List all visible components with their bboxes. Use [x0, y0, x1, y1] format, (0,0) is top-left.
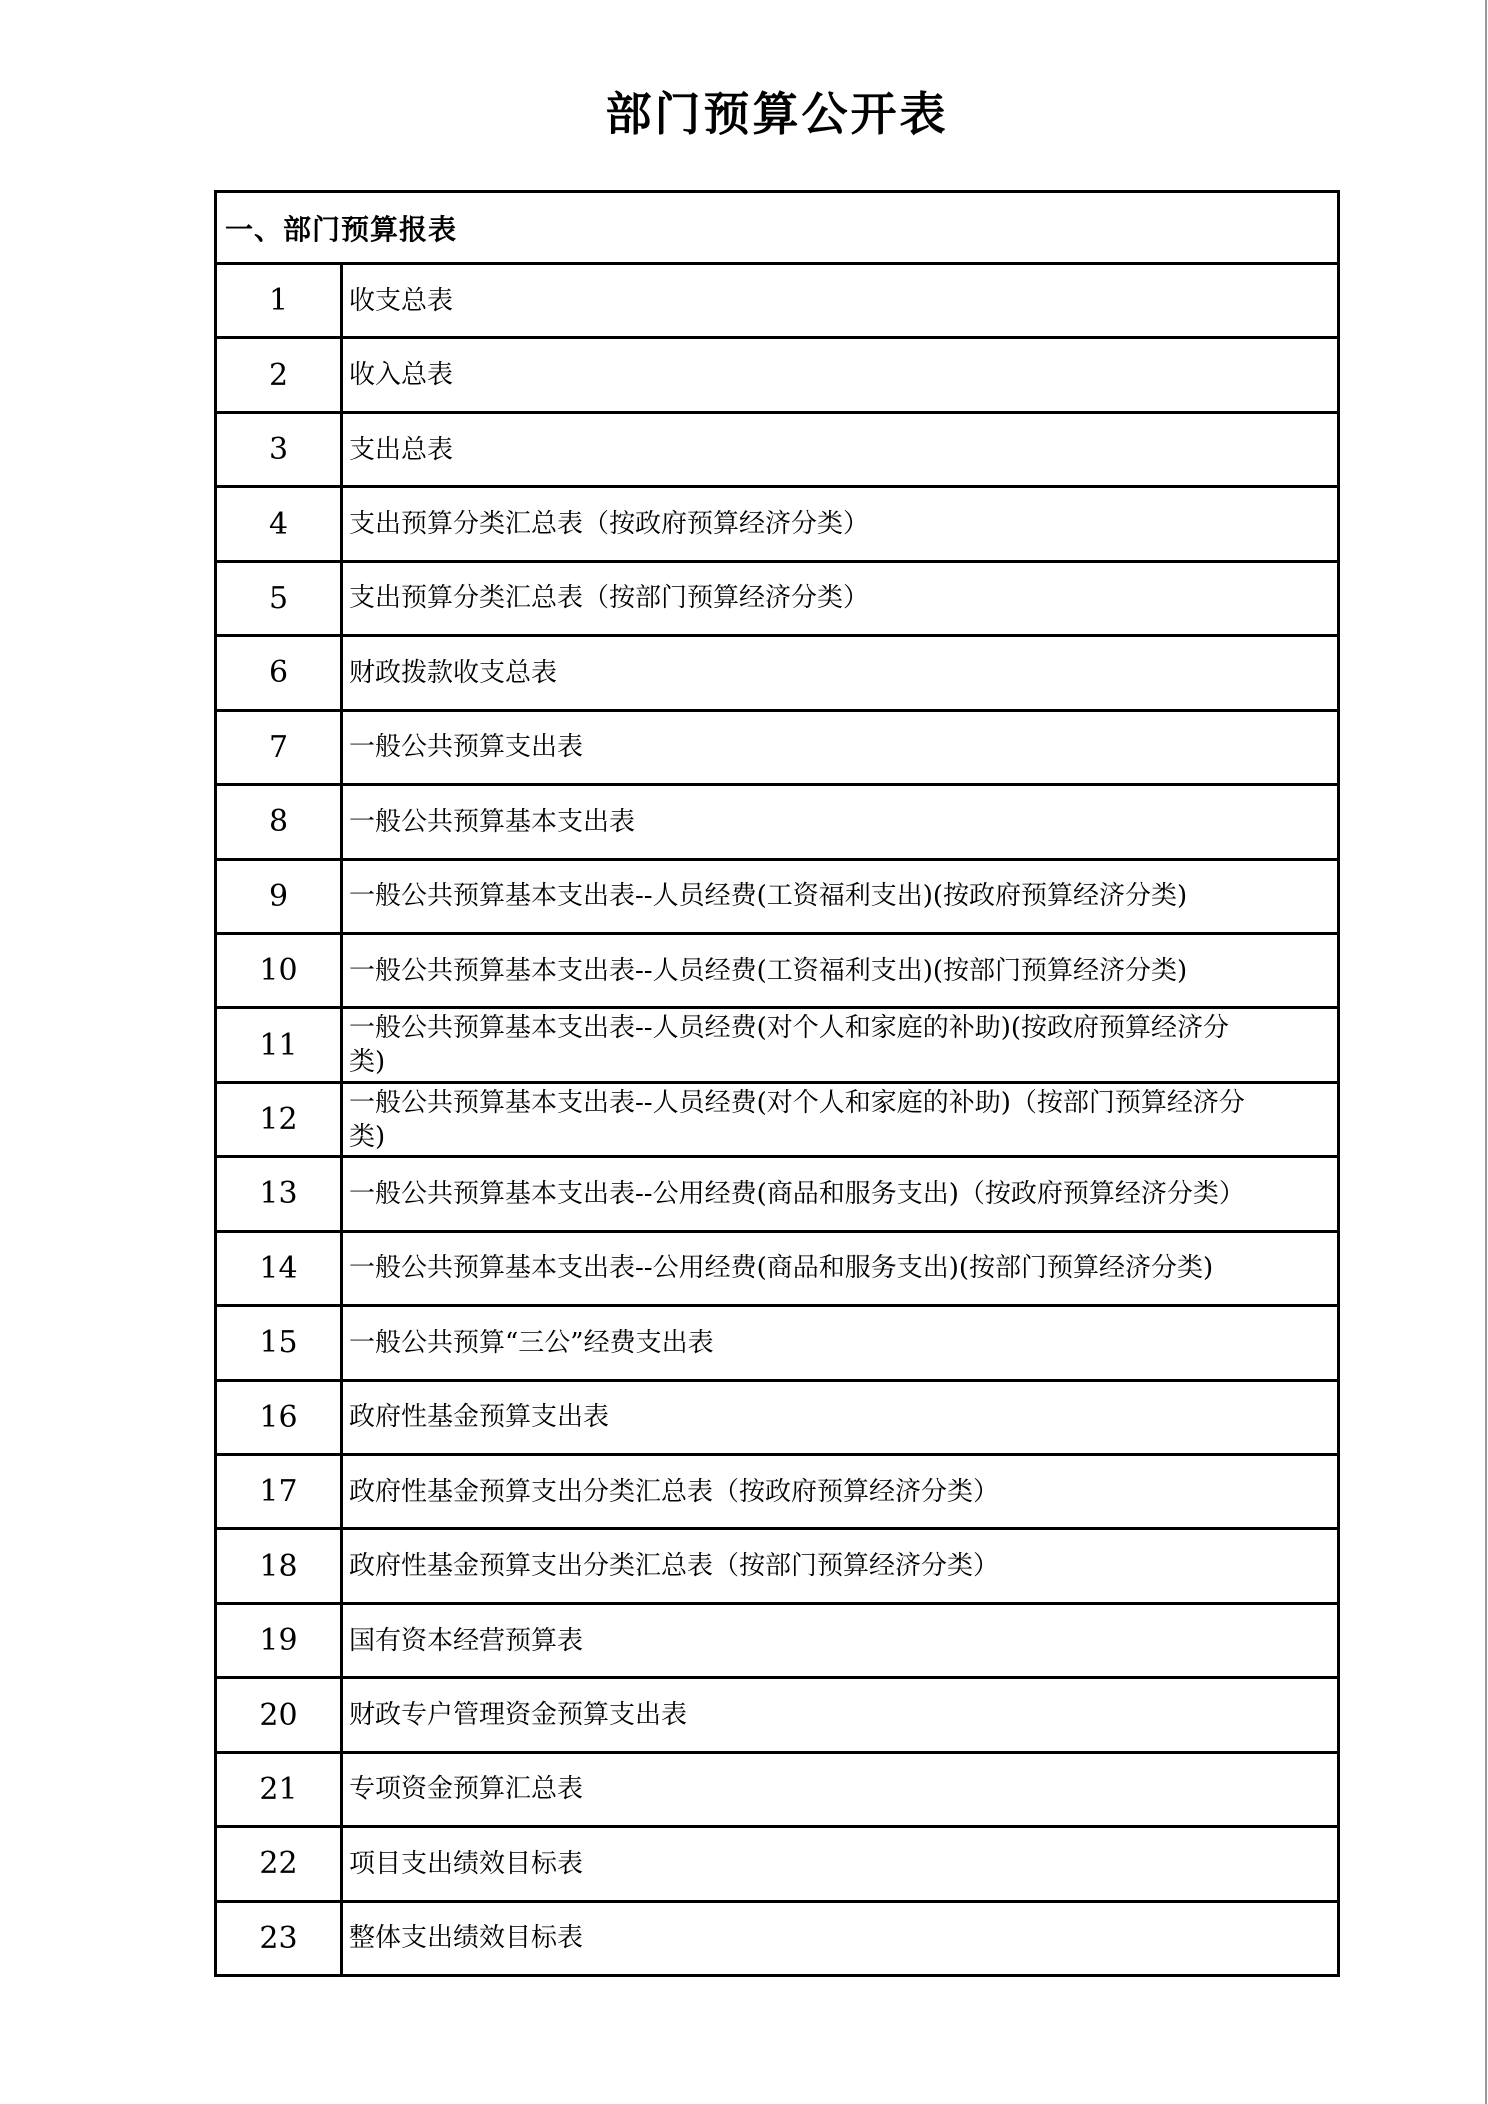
page-title: 部门预算公开表 — [605, 87, 949, 141]
row-number: 5 — [268, 580, 289, 616]
table-name-line1: 项目支出绩效目标表 — [349, 1848, 584, 1879]
row-name-cell — [343, 265, 1337, 336]
row-number-cell — [217, 1456, 343, 1527]
row-number-cell — [217, 1158, 343, 1229]
row-number: 22 — [259, 1846, 298, 1882]
row-number: 14 — [259, 1250, 298, 1286]
row-name-cell — [343, 1084, 1337, 1155]
row-name-cell — [343, 563, 1337, 634]
row-number-cell — [217, 1307, 343, 1378]
table-row — [217, 485, 1337, 559]
table-row — [217, 1900, 1337, 1974]
row-number-cell — [217, 637, 343, 708]
table-row — [217, 1527, 1337, 1601]
row-name-cell — [343, 1009, 1337, 1080]
row-name-cell — [343, 488, 1337, 559]
table-name-line1: 专项资金预算汇总表 — [349, 1774, 584, 1805]
table-row — [217, 262, 1337, 336]
row-name-cell — [343, 1679, 1337, 1750]
table-name-line1: 支出预算分类汇总表（按政府预算经济分类） — [349, 509, 870, 540]
row-number: 10 — [259, 953, 298, 989]
row-name-cell — [343, 1754, 1337, 1825]
row-number-cell — [217, 1605, 343, 1676]
table-name-line1: 收入总表 — [349, 360, 454, 391]
row-name-cell — [343, 861, 1337, 932]
row-number-cell — [217, 935, 343, 1006]
table-name-line1: 一般公共预算基本支出表--人员经费(工资福利支出)(按政府预算经济分类) — [349, 881, 1188, 912]
row-name-cell — [343, 1530, 1337, 1601]
table-row — [217, 1825, 1337, 1899]
table-row — [217, 1676, 1337, 1750]
table-name-line2: 类) — [349, 1047, 386, 1078]
row-number: 23 — [259, 1920, 298, 1956]
table-name-line1: 一般公共预算支出表 — [349, 732, 584, 763]
table-name-line1: 整体支出绩效目标表 — [349, 1923, 584, 1954]
table-row — [217, 1304, 1337, 1378]
row-number-cell — [217, 414, 343, 485]
table-name-line1: 支出总表 — [349, 434, 454, 465]
table-name-line1: 支出预算分类汇总表（按部门预算经济分类） — [349, 583, 870, 614]
budget-table — [214, 190, 1340, 1977]
row-number: 7 — [268, 729, 289, 765]
table-row — [217, 634, 1337, 708]
row-number: 6 — [268, 655, 289, 691]
row-name-cell — [343, 1903, 1337, 1974]
row-number-cell — [217, 1382, 343, 1453]
row-number: 1 — [268, 283, 289, 319]
table-row — [217, 560, 1337, 634]
row-name-cell — [343, 935, 1337, 1006]
row-number: 18 — [259, 1548, 298, 1584]
table-name-line1: 财政专户管理资金预算支出表 — [349, 1700, 688, 1731]
scan-edge-artifact — [1485, 0, 1487, 2104]
row-name-cell — [343, 1307, 1337, 1378]
table-row — [217, 1081, 1337, 1155]
table-row — [217, 336, 1337, 410]
table-name-line1: 财政拨款收支总表 — [349, 657, 558, 688]
row-number-cell — [217, 1009, 343, 1080]
row-number-cell — [217, 786, 343, 857]
row-number: 4 — [268, 506, 289, 542]
table-name-line1: 一般公共预算基本支出表--人员经费(对个人和家庭的补助)（按部门预算经济分 — [349, 1087, 1245, 1118]
table-name-line1: 一般公共预算基本支出表--人员经费(工资福利支出)(按部门预算经济分类) — [349, 955, 1188, 986]
row-name-cell — [343, 1233, 1337, 1304]
table-name-line1: 政府性基金预算支出分类汇总表（按部门预算经济分类） — [349, 1551, 1000, 1582]
table-row — [217, 1006, 1337, 1080]
row-name-cell — [343, 1456, 1337, 1527]
row-number-cell — [217, 1903, 343, 1974]
table-row — [217, 411, 1337, 485]
table-name-line1: 政府性基金预算支出表 — [349, 1402, 610, 1433]
row-number-cell — [217, 488, 343, 559]
row-name-cell — [343, 1605, 1337, 1676]
row-number: 15 — [259, 1325, 298, 1361]
table-name-line1: 收支总表 — [349, 285, 454, 316]
table-row — [217, 1602, 1337, 1676]
table-name-line1: 一般公共预算基本支出表--公用经费(商品和服务支出)(按部门预算经济分类) — [349, 1253, 1214, 1284]
table-name-line1: 一般公共预算“三公”经费支出表 — [349, 1327, 714, 1358]
row-number: 8 — [268, 804, 289, 840]
row-number: 19 — [259, 1623, 298, 1659]
row-number-cell — [217, 1530, 343, 1601]
row-name-cell — [343, 414, 1337, 485]
table-row — [217, 709, 1337, 783]
row-number-cell — [217, 1084, 343, 1155]
row-name-cell — [343, 1382, 1337, 1453]
row-name-cell — [343, 1828, 1337, 1899]
row-number: 21 — [259, 1771, 298, 1807]
table-row — [217, 858, 1337, 932]
section-header-label: 一、部门预算报表 — [225, 212, 458, 246]
row-name-cell — [343, 339, 1337, 410]
table-name-line1: 一般公共预算基本支出表--公用经费(商品和服务支出)（按政府预算经济分类） — [349, 1178, 1245, 1209]
row-number-cell — [217, 339, 343, 410]
row-number-cell — [217, 1754, 343, 1825]
row-number-cell — [217, 712, 343, 783]
row-number: 9 — [268, 878, 289, 914]
table-row — [217, 1751, 1337, 1825]
row-number-cell — [217, 1679, 343, 1750]
row-number: 3 — [268, 432, 289, 468]
table-name-line1: 国有资本经营预算表 — [349, 1625, 584, 1656]
row-name-cell — [343, 1158, 1337, 1229]
table-rows — [217, 262, 1337, 1974]
table-name-line1: 政府性基金预算支出分类汇总表（按政府预算经济分类） — [349, 1476, 1000, 1507]
row-number-cell — [217, 1828, 343, 1899]
row-number: 11 — [259, 1027, 298, 1063]
row-name-cell — [343, 637, 1337, 708]
row-number: 17 — [259, 1474, 298, 1510]
table-row — [217, 1453, 1337, 1527]
table-name-line2: 类) — [349, 1121, 386, 1152]
table-row — [217, 1230, 1337, 1304]
row-number: 13 — [259, 1176, 298, 1212]
row-number-cell — [217, 861, 343, 932]
row-name-cell — [343, 712, 1337, 783]
row-number: 16 — [259, 1399, 298, 1435]
row-number-cell — [217, 265, 343, 336]
table-row — [217, 783, 1337, 857]
table-row — [217, 1155, 1337, 1229]
row-name-cell — [343, 786, 1337, 857]
row-number: 12 — [259, 1102, 298, 1138]
table-row — [217, 932, 1337, 1006]
row-number: 20 — [259, 1697, 298, 1733]
section-header — [217, 193, 1337, 262]
table-name-line1: 一般公共预算基本支出表--人员经费(对个人和家庭的补助)(按政府预算经济分 — [349, 1013, 1230, 1044]
row-number-cell — [217, 1233, 343, 1304]
row-number: 2 — [268, 357, 289, 393]
table-name-line1: 一般公共预算基本支出表 — [349, 806, 636, 837]
row-number-cell — [217, 563, 343, 634]
table-row — [217, 1379, 1337, 1453]
